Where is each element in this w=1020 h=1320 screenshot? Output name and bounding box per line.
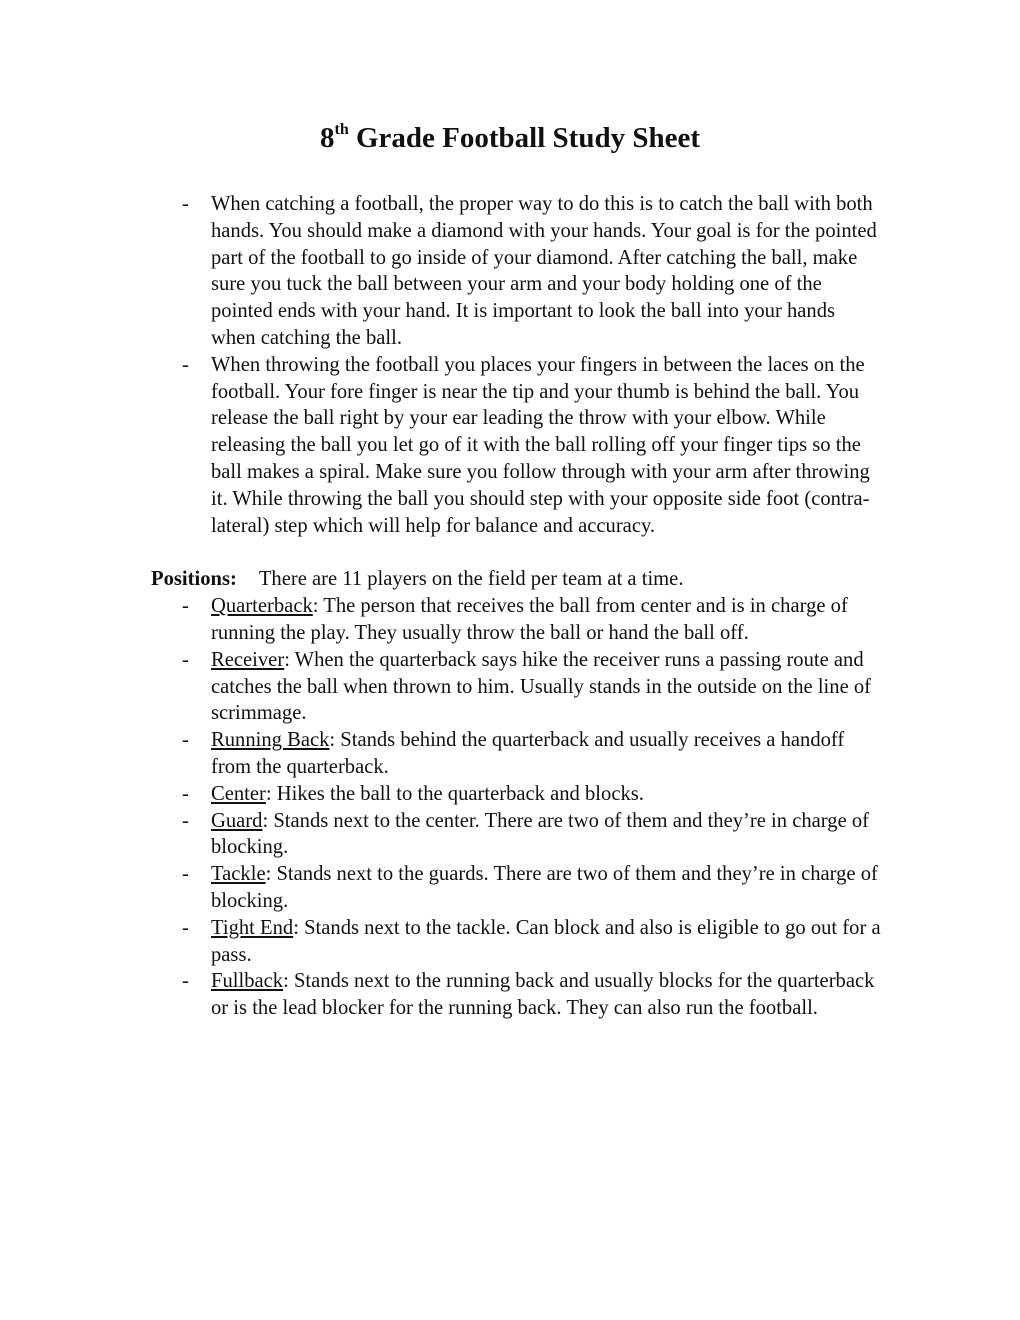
position-description: : Stands next to the tackle. Can block and also is eligible to go out for a pass. [211, 916, 881, 966]
positions-intro: There are 11 players on the field per team at a time. [258, 568, 684, 591]
title-ordinal-suffix: th [334, 121, 349, 138]
positions-list [151, 593, 881, 1022]
study-content [151, 191, 881, 1022]
position-term: Center [211, 782, 266, 805]
position-term: Quarterback [211, 595, 313, 618]
position-term: Receiver [211, 648, 285, 671]
skills-list [151, 191, 881, 539]
position-term: Fullback [211, 970, 284, 993]
catching-text: When catching a football, the proper way to do this is to catch the ball with both hands. You should make a diamond with your hands. Your goal is for the pointed part of the football to go inside of your diamond. After catching the ball, make sure you tuck the ball between your arm and your body holding one of the pointed ends with your hand. It is important to look the ball into your hands when catching the ball. [211, 193, 877, 349]
position-description: : Stands next to the center. There are two of them and they’re in charge of blocking. [211, 809, 870, 859]
title-number: 8 [320, 122, 335, 154]
title-text: Grade Football Study Sheet [348, 122, 700, 154]
position-item: - Center: Hikes the ball to the quarterback and blocks. [182, 782, 644, 805]
position-term: Tight End [211, 916, 294, 939]
position-item: - Tight End: Stands next to the tackle. Can block and also is eligible to go out for a pass. [182, 916, 881, 966]
position-term: Tackle [211, 863, 266, 886]
position-description: : When the quarterback says hike the receiver runs a passing route and catches the ball when thrown to him. Usually stands in the outside on the line of scrimmage. [211, 648, 872, 725]
position-description: : Stands next to the running back and usually blocks for the quarterback or is the lead blocker for the running back. They can also run the football. [211, 970, 875, 1020]
positions-heading [151, 566, 881, 593]
position-item: - Receiver: When the quarterback says hike the receiver runs a passing route and catches the ball when thrown to him. Usually stands in the outside on the line of scrimmage. [182, 648, 872, 725]
position-item: - Tackle: Stands next to the guards. There are two of them and they’re in charge of blocking. [182, 863, 878, 912]
position-term: Running Back [211, 729, 330, 752]
list-item-catching: - When catching a football, the proper way to do this is to catch the ball with both hands. You should make a diamond with your hands. Your goal is for the pointed part of the football to go inside of your diamond. After catching the ball, make sure you tuck the ball between your arm and your body holding one of the pointed ends with your hand. It is important to look the ball into your hands when catching the ball. [182, 193, 877, 349]
position-description: : Stands behind the quarterback and usually receives a handoff from the quarterback. [211, 729, 845, 778]
position-item: - Running Back: Stands behind the quarterback and usually receives a handoff from the quarterback. [182, 729, 845, 778]
position-description: : The person that receives the ball from center and is in charge of running the play. They usually throw the ball or hand the ball off. [211, 595, 848, 644]
position-description: : Stands next to the guards. There are two of them and they’re in charge of blocking. [211, 863, 878, 912]
position-item: - Guard: Stands next to the center. There are two of them and they’re in charge of blocking. [182, 809, 870, 859]
position-description: : Hikes the ball to the quarterback and blocks. [265, 782, 644, 805]
position-item: - Quarterback: The person that receives the ball from center and is in charge of running the play. They usually throw the ball or hand the ball off. [182, 595, 848, 644]
page-title [0, 118, 1020, 158]
positions-label: Positions: [151, 568, 237, 591]
throwing-text: When throwing the football you places your fingers in between the laces on the football. Your fore finger is near the tip and your thumb is behind the ball. You release the ball right by your ear leading the throw with your elbow. While releasing the ball you let go of it with the ball rolling off your finger tips so the ball makes a spiral. Make sure you follow through with your arm after throwing it. While throwing the ball you should step with your opposite side foot (contra-lateral) step which will help for balance and accuracy. [211, 353, 870, 537]
position-term: Guard [211, 809, 263, 832]
list-item-throwing: - When throwing the football you places your fingers in between the laces on the football. Your fore finger is near the tip and your thumb is behind the ball. You release the ball right by your ear leading the throw with your elbow. While releasing the ball you let go of it with the ball rolling off your finger tips so the ball makes a spiral. Make sure you follow through with your arm after throwing it. While throwing the ball you should step with your opposite side foot (contra-lateral) step which will help for balance and accuracy. [182, 353, 870, 537]
position-item: - Fullback: Stands next to the running back and usually blocks for the quarterback or is the lead blocker for the running back. They can also run the football. [182, 970, 875, 1020]
